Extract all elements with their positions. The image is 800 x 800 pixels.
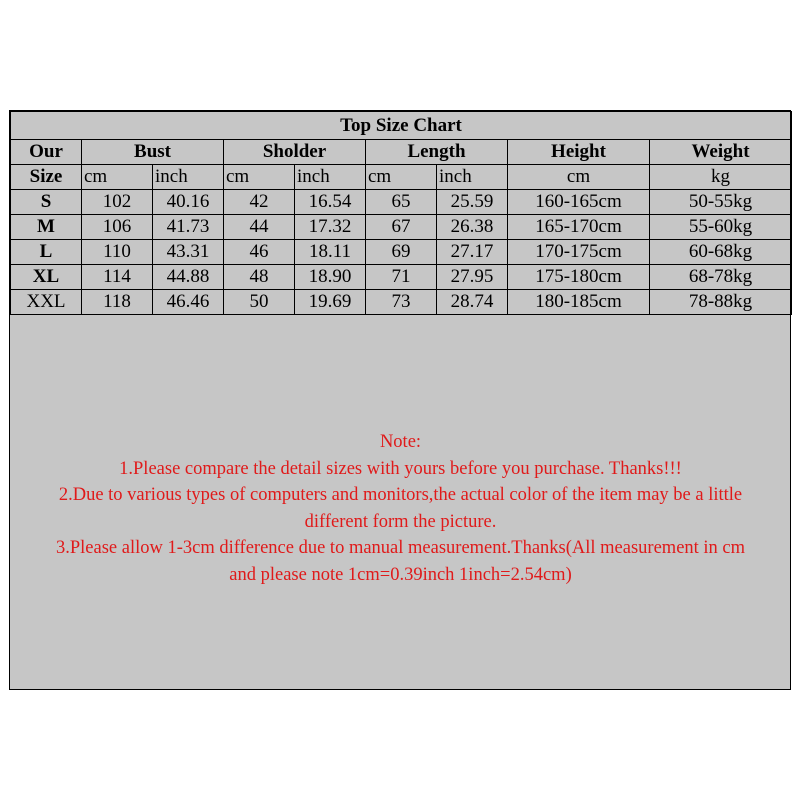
size-chart-panel xyxy=(9,110,791,690)
unit-sholder-cm: cm xyxy=(224,165,295,190)
size-cell: S xyxy=(11,190,82,215)
header-our: Our xyxy=(11,140,82,165)
unit-length-cm: cm xyxy=(366,165,437,190)
height-cell: 175-180cm xyxy=(508,265,650,290)
length-cm-cell: 69 xyxy=(366,240,437,265)
height-cell: 160-165cm xyxy=(508,190,650,215)
bust-cm-cell: 114 xyxy=(82,265,153,290)
length-cm-cell: 71 xyxy=(366,265,437,290)
header-height: Height xyxy=(508,140,650,165)
unit-length-inch: inch xyxy=(437,165,508,190)
length-cm-cell: 73 xyxy=(366,290,437,315)
length-inch-cell: 28.74 xyxy=(437,290,508,315)
height-cell: 180-185cm xyxy=(508,290,650,315)
bust-inch-cell: 41.73 xyxy=(153,215,224,240)
bust-inch-cell: 44.88 xyxy=(153,265,224,290)
bust-inch-cell: 43.31 xyxy=(153,240,224,265)
title-row xyxy=(11,112,792,140)
bust-cm-cell: 118 xyxy=(82,290,153,315)
note-block xyxy=(10,429,791,588)
size-table xyxy=(10,111,792,315)
length-cm-cell: 65 xyxy=(366,190,437,215)
note-heading: Note: xyxy=(379,432,422,452)
bust-cm-cell: 110 xyxy=(82,240,153,265)
length-inch-cell: 27.95 xyxy=(437,265,508,290)
note-line: different form the picture. xyxy=(304,511,497,532)
table-row xyxy=(11,190,792,215)
note-line: 3.Please allow 1-3cm difference due to manual measurement.Thanks(All measurement in cm xyxy=(55,538,746,558)
header-row-1 xyxy=(11,140,792,165)
note-line: 2.Due to various types of computers and monitors,the actual color of the item may be a little xyxy=(58,485,743,505)
sholder-cm-cell: 42 xyxy=(224,190,295,215)
unit-bust-inch: inch xyxy=(153,165,224,190)
size-cell: M xyxy=(11,215,82,240)
height-cell: 165-170cm xyxy=(508,215,650,240)
unit-sholder-inch: inch xyxy=(295,165,366,190)
size-cell: XL xyxy=(11,265,82,290)
sholder-cm-cell: 50 xyxy=(224,290,295,315)
chart-title: Top Size Chart xyxy=(11,112,792,140)
sholder-inch-cell: 19.69 xyxy=(295,290,366,315)
sholder-inch-cell: 18.11 xyxy=(295,240,366,265)
table-row xyxy=(11,240,792,265)
height-cell: 170-175cm xyxy=(508,240,650,265)
length-inch-cell: 26.38 xyxy=(437,215,508,240)
weight-cell: 68-78kg xyxy=(650,265,792,290)
table-row xyxy=(11,290,792,315)
weight-cell: 55-60kg xyxy=(650,215,792,240)
weight-cell: 78-88kg xyxy=(650,290,792,315)
bust-inch-cell: 40.16 xyxy=(153,190,224,215)
header-sholder: Sholder xyxy=(224,140,366,165)
table-row xyxy=(11,265,792,290)
header-length: Length xyxy=(366,140,508,165)
header-bust: Bust xyxy=(82,140,224,165)
bust-inch-cell: 46.46 xyxy=(153,290,224,315)
sholder-cm-cell: 46 xyxy=(224,240,295,265)
sholder-inch-cell: 18.90 xyxy=(295,265,366,290)
size-cell: XXL xyxy=(11,290,82,315)
header-row-2 xyxy=(11,165,792,190)
sholder-cm-cell: 48 xyxy=(224,265,295,290)
note-line: and please note 1cm=0.39inch 1inch=2.54cm) xyxy=(229,564,572,585)
note-line: 1.Please compare the detail sizes with yours before you purchase. Thanks!!! xyxy=(119,458,682,479)
unit-weight-kg: kg xyxy=(650,165,792,190)
bust-cm-cell: 102 xyxy=(82,190,153,215)
length-inch-cell: 25.59 xyxy=(437,190,508,215)
weight-cell: 50-55kg xyxy=(650,190,792,215)
unit-bust-cm: cm xyxy=(82,165,153,190)
size-cell: L xyxy=(11,240,82,265)
header-weight: Weight xyxy=(650,140,792,165)
header-size: Size xyxy=(11,165,82,190)
length-inch-cell: 27.17 xyxy=(437,240,508,265)
weight-cell: 60-68kg xyxy=(650,240,792,265)
length-cm-cell: 67 xyxy=(366,215,437,240)
sholder-inch-cell: 17.32 xyxy=(295,215,366,240)
bust-cm-cell: 106 xyxy=(82,215,153,240)
table-row xyxy=(11,215,792,240)
sholder-cm-cell: 44 xyxy=(224,215,295,240)
sholder-inch-cell: 16.54 xyxy=(295,190,366,215)
unit-height-cm: cm xyxy=(508,165,650,190)
